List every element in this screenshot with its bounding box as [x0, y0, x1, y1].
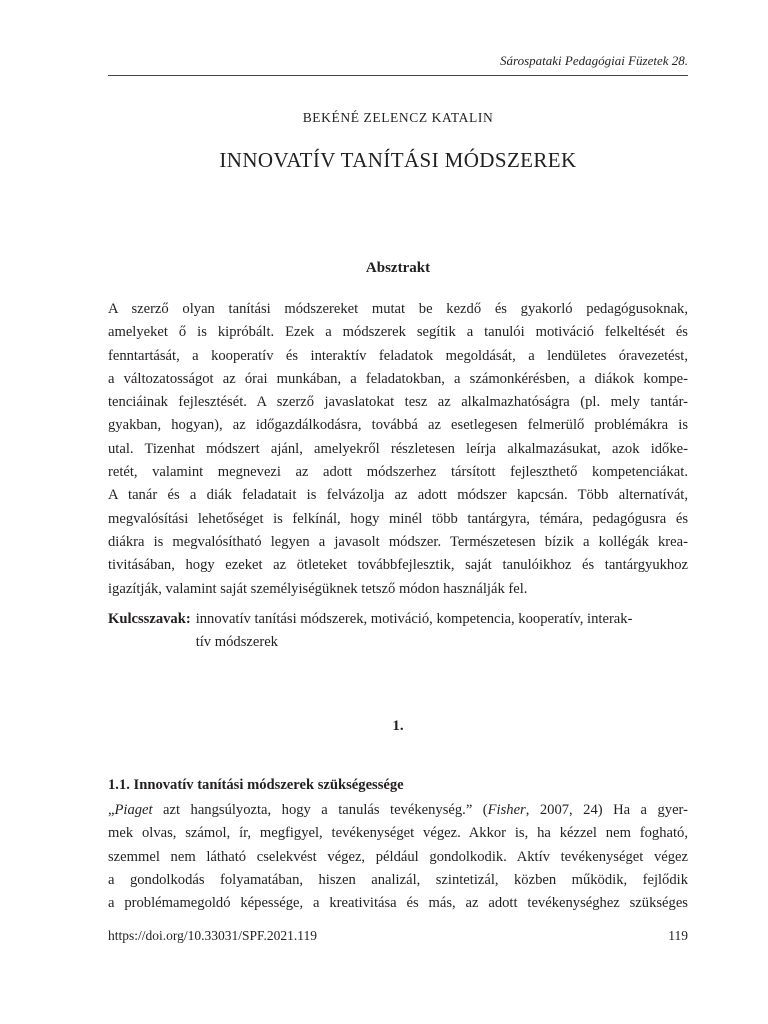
doi-link[interactable]: https://doi.org/10.33031/SPF.2021.119	[108, 928, 317, 943]
abstract-line: tivitásában, hogy ezeket az ötleteket továbbfejlesztik, saját tanulóikhoz és tantárgyukhoz	[108, 557, 688, 574]
section-number: 1.	[392, 718, 404, 734]
abstract-line: igazítják, valamint saját személyiségüknek tetsző módon használják fel.	[108, 580, 528, 597]
quote-text: azt hangsúlyozta, hogy a tanulás tevékenység.” (	[152, 802, 488, 818]
article-title: INNOVATÍV TANÍTÁSI MÓDSZEREK	[219, 148, 577, 172]
keywords-text	[196, 608, 633, 654]
keywords-line: innovatív tanítási módszerek, motiváció, kompetencia, kooperatív, interak-	[195, 611, 633, 627]
abstract-line: a változatosságot az órai munkában, a feladatokban, a számonkérésben, a diákok kompe-	[108, 370, 688, 387]
abstract-line: retét, valamint megnevezi az adott módszerhez társított fejleszthető kompetenciákat.	[108, 464, 688, 481]
abstract-heading: Absztrakt	[365, 260, 431, 276]
abstract-line: tenciáinak fejlesztését. A szerző javaslatokat tesz az alkalmazhatóságra (pl. mely tantár-	[108, 394, 688, 411]
page-number: 119	[668, 928, 688, 943]
keywords-label: Kulcsszavak:	[108, 611, 191, 627]
body-line-first	[108, 799, 688, 822]
body-line: mek olvas, számol, ír, megfigyel, tevékenységet végez. Akkor is, ha kézzel nem fogható,	[108, 825, 688, 842]
abstract-line: megvalósítási lehetőséget is felkínál, hogy minél több tantárgyra, témára, pedagógusra és	[108, 510, 688, 527]
cited-name-fisher: Fisher	[487, 802, 526, 818]
open-quote: „	[108, 802, 115, 818]
abstract-line: amelyeket ő is kipróbált. Ezek a módszerek segítik a tanulói motiváció felkeltését és	[108, 324, 688, 341]
running-header-journal: Sárospataki Pedagógiai Füzetek 28.	[500, 53, 688, 68]
citation-rest: , 2007, 24) Ha a gyer-	[525, 802, 688, 818]
body-line: a gondolkodás folyamatában, hiszen analizál, szintetizál, közben működik, fejlődik	[108, 871, 688, 888]
abstract-line: A szerző olyan tanítási módszereket mutat be kezdő és gyakorló pedagógusoknak,	[108, 301, 688, 317]
author-name: BEKÉNÉ ZELENCZ KATALIN	[302, 110, 494, 125]
cited-name-piaget: Piaget	[114, 802, 153, 818]
body-line: a problémamegoldó képessége, a kreativitása és más, az adott tevékenységhez szükséges	[108, 895, 688, 912]
keywords-line: tív módszerek	[195, 634, 278, 650]
abstract-line: diákra is megvalósítható legyen a javasolt módszer. Természetesen bízik a kollégák krea-	[108, 533, 688, 550]
abstract-line: gyakban, hogyan), az időgazdálkodásra, továbbá az esetlegesen felmerülő problémákra is	[108, 417, 688, 434]
keywords	[108, 608, 688, 654]
abstract-line: fenntartását, a kooperatív és interaktív feladatok megoldását, a lendületes óravezetést,	[108, 347, 688, 364]
abstract-line: A tanár és a diák feladatait is felvázolja az adott módszer kapcsán. Több alternatívát,	[108, 487, 688, 504]
body-line: szemmel nem látható cselekvést végez, például gondolkodik. Aktív tevékenységet végez	[108, 848, 688, 865]
abstract-body	[108, 298, 688, 601]
header-rule	[108, 75, 688, 76]
subsection-heading: 1.1. Innovatív tanítási módszerek szükségessége	[108, 777, 404, 793]
body-paragraph	[108, 799, 688, 915]
abstract-line: utal. Tizenhat módszert ajánl, amelyekről részletesen leírja alkalmazásukat, azok időke-	[108, 440, 688, 457]
